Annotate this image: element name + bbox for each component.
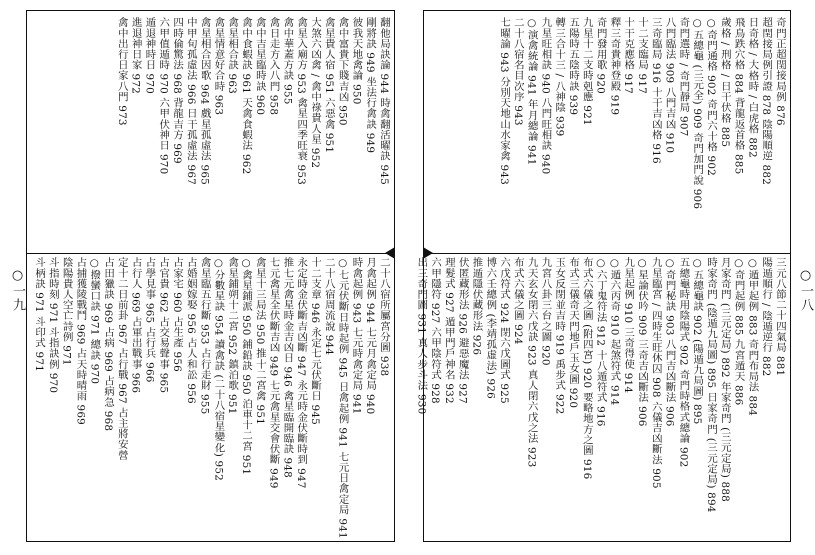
toc-entry: 占家宅 960 占生產 956 <box>171 257 184 372</box>
toc-entry: 占官貴 962 占交易聲事 965 <box>157 257 170 394</box>
toc-entry: 月家奇門 (三元定局) 892 年家奇門 (三元定局) 888 <box>718 257 731 502</box>
toc-entry: 七曜論 943 分別天地山水家禽 943 <box>498 17 511 185</box>
toc-entry: 時家奇門 (陰遁九局圖) 895 日家奇門 (三元定局) 894 <box>705 257 718 513</box>
toc-entry: 禽星十三局法 950 推十二宮禽 951 <box>253 257 266 425</box>
toc-entry: 五總龜時用陰陽式 902 奇門時格式總論 902 <box>677 257 690 468</box>
toc-entry: 六甲隱符 927 六甲陰符式 928 <box>429 257 442 404</box>
toc-entry: 禽星相合訣 963 <box>226 17 239 94</box>
toc-entry: 布式三儀奇天門地戶玉女圖 920 <box>567 257 580 409</box>
toc-entry: 奇門正超閏接局例 876 <box>774 17 786 126</box>
toc-entry: 六甲值遁時 970 六甲伏神日 970 <box>157 17 170 175</box>
toc-entry: 布式六儀之圖 924 <box>511 257 524 345</box>
toc-entry: 二十八宿所屬宮分圖 938 <box>378 257 390 377</box>
toc-entry: 伏匿藏形法 926 避惡魔法 927 <box>456 257 469 404</box>
toc-entry: 陽遁順行 / 陰遁逆行 882 <box>760 257 773 377</box>
toc-entry: ○演禽統論 941 年月總論 941 <box>525 17 538 166</box>
toc-entry: ○分數星訣 954 讀禽訣 (二十八宿星變化) 952 <box>212 257 225 481</box>
toc-entry: ○撥蠻口訣 971 總訣 970 <box>88 257 101 385</box>
toc-entry: 禽日走方入八門 958 <box>267 17 280 116</box>
toc-entry: 禽中出行日家八門 973 <box>115 17 128 126</box>
toc-entry: ○禽星鋪派 950 鋪鉛訣 950 泊車十二宮 951 <box>240 257 253 476</box>
toc-entry: 理髮式 927 遁甲門戶神名 932 <box>442 257 455 404</box>
toc-entry: 禽中食蝦訣 961 天禽食蝦法 962 <box>240 17 253 175</box>
toc-entry: 月禽起例 944 七元月禽定局 940 <box>364 257 377 415</box>
toc-entry: 博六壬總例 (李靖孤虛法) 926 <box>484 257 497 399</box>
toc-entry: ○奇門秘訣 903 八門吉凶斷法 906 <box>663 257 676 427</box>
toc-entry: 翻他局訣論 944 時禽翻活曜訣 945 <box>378 17 390 185</box>
toc-entry: 推遁隱伏藏形法 926 <box>470 257 483 356</box>
toc-entry: 禽中富貴下賤吉凶 950 <box>336 17 349 126</box>
toc-entry: 斗柄訣 971 斗印式 971 <box>33 257 46 372</box>
left-page <box>26 10 395 542</box>
toc-entry: 十二支臨局 917 <box>636 17 649 94</box>
toc-entry: 四時倫驚法 968 背龍吉方 969 <box>171 17 184 164</box>
toc-entry: 斗指時刻 971 斗指訣例 970 <box>46 257 59 394</box>
toc-entry: 八門臨法 909 八門吉凶 910 <box>663 17 676 154</box>
toc-entry: 十二支章 946 永定七元伏斷日 945 <box>309 257 322 425</box>
toc-entry: 禽中華蓋方訣 955 <box>281 17 294 105</box>
toc-entry: 大煞六凶禽 / 禽中祿貴人星 952 <box>309 17 322 169</box>
toc-entry: 玉女反閉並吉時 919 禹步式 922 <box>553 257 566 415</box>
toc-entry: ○星論伏吟 909 三奇吉凶斷法 906 <box>636 257 649 427</box>
right-page <box>415 10 791 542</box>
toc-entry: 三元八節二十四氣局 881 <box>774 257 786 377</box>
toc-entry: 時禽起例 943 七元時禽定局 941 <box>350 257 363 415</box>
toc-entry: 占學見事 965 占行兵 966 <box>143 257 156 383</box>
toc-entry: 布式六儀之圖 (附四宮) 920 要略地方之圖 916 <box>580 257 593 480</box>
toc-entry: 占捕獲陵戰鬥 969 占天時晴雨 969 <box>74 257 87 425</box>
toc-entry: 禽星鋪朔十二宮 952 鎮泊歌 951 <box>226 257 239 415</box>
toc-entry: 出三奇門圖 931 真人步斗法 930 <box>415 257 428 415</box>
toc-entry: 九星旺相訣 940 八門旺相訣 940 <box>539 17 552 175</box>
band-divider <box>424 253 790 254</box>
toc-entry: 六戊符式 924 閉六戊圖式 925 <box>498 257 511 404</box>
left-top-band <box>115 17 390 249</box>
toc-entry: 中甲旬孤虛法 966 日干孤虛法 967 <box>184 17 197 185</box>
toc-entry: 歲格 / 刑格 / 日干伏格 885 <box>718 17 731 148</box>
toc-entry: ○遁甲起例 883 奇門布局法 884 <box>746 257 759 416</box>
toc-entry: 占婚姻嫁娶 956 占人和訟 956 <box>184 257 197 404</box>
page-number-left: ○一九 <box>10 268 25 312</box>
toc-entry: 奇門發用歌 920 <box>594 17 607 94</box>
toc-entry: 禽星貴人宿 951 六惡禽 951 <box>322 17 335 154</box>
toc-entry: ○奇門通格 902 奇門六十格 902 <box>705 17 718 176</box>
right-bottom-band <box>414 257 786 537</box>
toc-entry: 九天玄女閉六戊訣 923 真人閉六戊之法 923 <box>525 257 538 468</box>
toc-entry: ○七元伏斷日時起例 945 日禽起例 941 七元日禽定局 941 <box>336 257 349 539</box>
toc-entry: 禽星情意好合時 963 <box>212 17 225 116</box>
toc-entry: 占田獵訣 969 占病 969 占病急 968 <box>102 257 115 432</box>
toc-entry: 遁退神時日 970 <box>143 17 156 94</box>
toc-entry: ○遁六丙奇 910 起煞符式 914 <box>608 257 621 406</box>
toc-entry: 永定時金伏斷吉凶斷 947 永元時金伏斷時到 947 <box>295 257 308 489</box>
toc-entry: 禽中吉星臨時訣 960 <box>253 17 266 116</box>
toc-entry: ○六丁鬼符法 912 十八遁符式 916 <box>594 257 607 427</box>
toc-entry: ○五總龜 (三元全) 909 奇門加門說 906 <box>691 17 704 210</box>
toc-entry: 十干克應格 917 <box>622 17 635 94</box>
toc-entry: 二十八宿名目次序 943 <box>511 17 524 126</box>
toc-entry: 超閏接局例引證 878 陰陽順逆 882 <box>760 17 773 185</box>
page-number-right: ○一八 <box>798 268 813 312</box>
toc-entry: 定十二日前卦 967 占行戰 967 占主將安營 <box>115 257 128 461</box>
toc-entry: 九星臨宮 / 四時生旺休囚 908 六儀吉凶斷法 905 <box>649 257 662 489</box>
toc-entry: 陰陽貴人空亡詩例 971 <box>60 257 73 366</box>
toc-entry: 二十八宿周流說 944 <box>322 257 335 356</box>
toc-entry: 三奇臨局 916 十干吉凶格 916 <box>649 17 662 164</box>
toc-entry: 彼我天地禽論 950 <box>350 17 363 105</box>
toc-entry: 九宮八卦三台之圖 920 <box>539 257 552 366</box>
toc-entry: 占行人 969 占軍出戰事 966 <box>129 257 142 394</box>
toc-entry: 奇門選時 / 奇門靜局 907 <box>677 17 690 137</box>
left-bottom-band <box>32 257 390 537</box>
toc-entry: 剛將訣 949 坐法行禽訣 949 <box>364 17 377 154</box>
toc-entry: 七元禽星全伏斷吉凶 949 七元禽星交會伏斷 949 <box>267 257 280 489</box>
toc-entry: 進退神日家 972 <box>129 17 142 94</box>
toc-entry: ○奇門起例 885 九宮遁天 886 <box>732 257 745 406</box>
toc-entry: 轉三合十三 / 八神陰 939 <box>553 17 566 137</box>
toc-entry: 飛鳥跌穴格 884 背龍返首格 885 <box>732 17 745 175</box>
toc-entry: 禽星相合因歌 964 戲星孤虛法 965 <box>198 17 211 185</box>
toc-entry: 九星十二支時剋應 921 <box>580 17 593 126</box>
toc-entry: 禽星入廟方 953 禽星四季旺衰 953 <box>295 17 308 185</box>
toc-entry: 九星起例 910 三奇得使 914 <box>622 257 635 394</box>
toc-entry: 五陽時五陰時訣 939 <box>567 17 580 116</box>
right-top-band <box>497 17 786 249</box>
toc-entry: 釋三奇貴神登殿 919 <box>608 17 621 116</box>
toc-entry: 日奇格 / 大格時 / 白虎格 882 <box>746 17 759 158</box>
toc-entry: 推七元禽星時金吉凶日 946 禽星臨開臨訣 948 <box>281 257 294 478</box>
toc-entry: ○五總龜訣 902 (陽遁九局圖) 895 <box>691 257 704 425</box>
band-divider <box>27 253 394 254</box>
toc-entry: 禽星臨五行斷 953 占行走財 955 <box>198 257 211 415</box>
